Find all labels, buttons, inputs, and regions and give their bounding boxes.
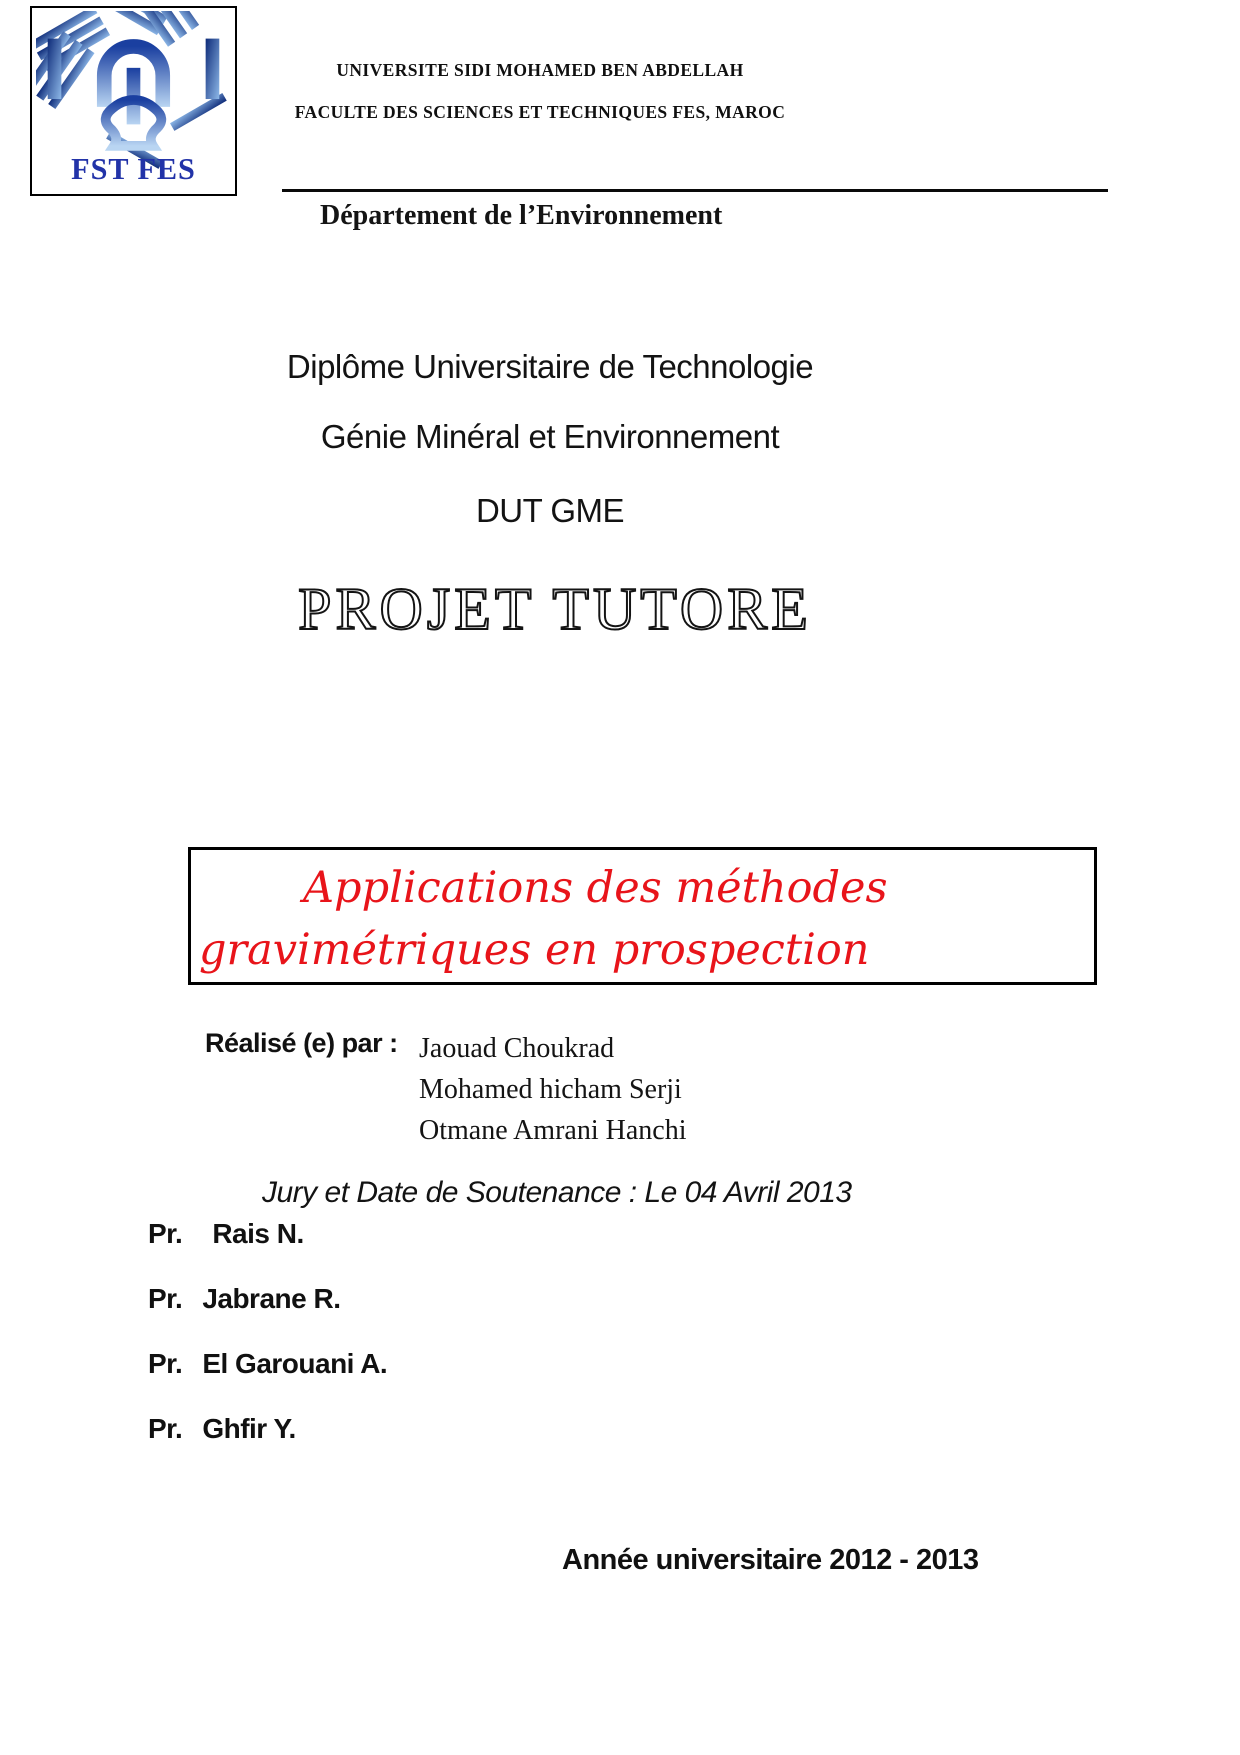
authors-section <box>205 1028 686 1151</box>
jury-member-name: Rais N. <box>212 1218 304 1249</box>
fst-fes-logo-box <box>30 6 237 196</box>
jury-date-heading: Jury et Date de Soutenance : Le 04 Avril 2013 <box>262 1176 852 1209</box>
jury-member-title: Pr. <box>148 1348 183 1379</box>
report-title-line1: Applications des méthodes <box>303 863 888 913</box>
program-degree: Diplôme Universitaire de Technologie <box>286 348 814 385</box>
project-type-heading: PROJET TUTORE <box>298 576 812 642</box>
faculty-name: FACULTE DES SCIENCES ET TECHNIQUES FES, MAROC <box>294 102 786 122</box>
academic-year: Année universitaire 2012 - 2013 <box>562 1544 979 1576</box>
jury-member-name: Jabrane R. <box>202 1283 341 1314</box>
report-title-box <box>188 847 1097 985</box>
university-name: UNIVERSITE SIDI MOHAMED BEN ABDELLAH <box>336 60 744 80</box>
author-name: Mohamed hicham Serji <box>419 1074 682 1105</box>
authors-label: Réalisé (e) par : <box>205 1028 398 1058</box>
jury-member-name: El Garouani A. <box>202 1348 388 1379</box>
author-name: Jaouad Choukrad <box>419 1033 615 1064</box>
jury-member-name: Ghfir Y. <box>202 1413 296 1444</box>
author-name: Otmane Amrani Hanchi <box>419 1115 687 1146</box>
jury-member <box>148 1218 387 1283</box>
jury-member <box>148 1348 387 1413</box>
header-divider-line <box>282 189 1108 192</box>
university-header <box>255 60 825 123</box>
jury-member <box>148 1283 387 1348</box>
fst-fes-logo-icon <box>36 11 231 191</box>
program-specialty: Génie Minéral et Environnement <box>320 418 780 455</box>
jury-member-title: Pr. <box>148 1413 183 1444</box>
jury-member <box>148 1413 387 1478</box>
jury-member-title: Pr. <box>148 1283 183 1314</box>
report-title-line2: gravimétriques en prospection <box>199 925 870 975</box>
logo-text: FST FES <box>71 151 196 186</box>
logo-arch <box>104 46 163 145</box>
jury-list <box>148 1218 387 1478</box>
program-abbreviation: DUT GME <box>475 492 625 529</box>
authors-names <box>419 1028 686 1151</box>
department-title: Département de l’Environnement <box>320 200 723 231</box>
jury-member-title: Pr. <box>148 1218 183 1249</box>
